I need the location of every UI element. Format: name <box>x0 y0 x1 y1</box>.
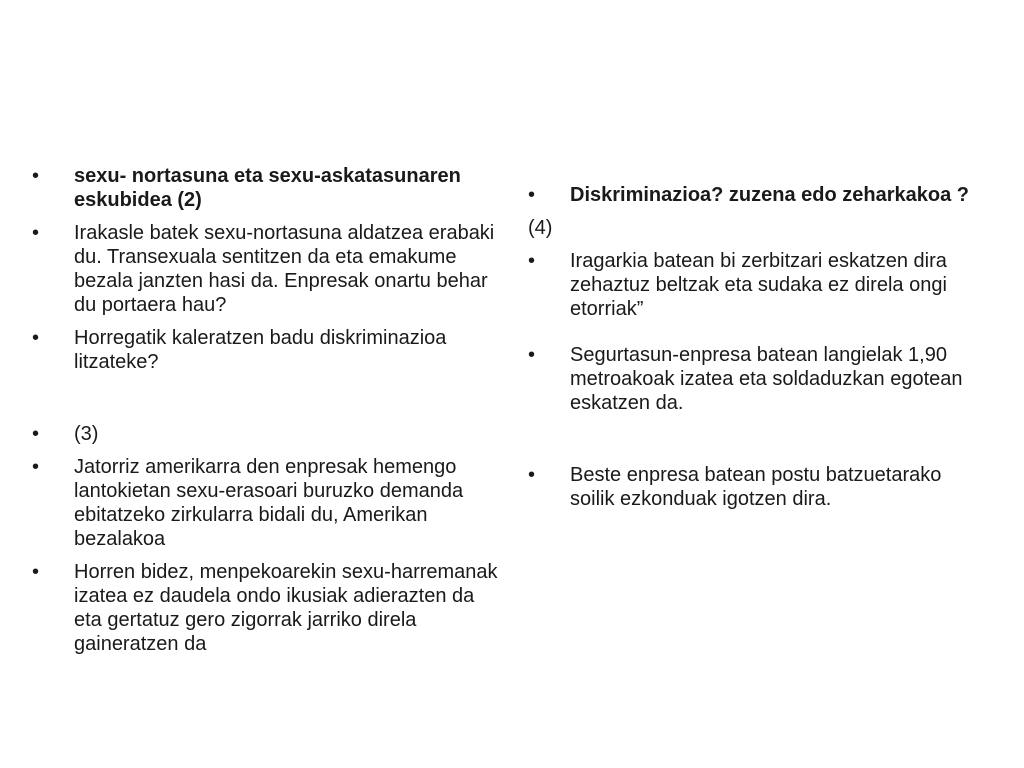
bullet-icon: • <box>528 250 536 272</box>
list-item <box>32 560 502 656</box>
list-item-text: Beste enpresa batean postu batzuetarako soilik ezkonduak igotzen dira. <box>570 464 942 510</box>
list-item-text: Irakasle batek sexu-nortasuna aldatzea erabaki du. Transexuala sentitzen da eta emakume bezala janzten hasi da. Enpresak onartu behar du portaera hau? <box>74 222 495 316</box>
list-item <box>528 343 988 415</box>
list-item-text: Horregatik kaleratzen badu diskriminazioa litzateke? <box>74 327 447 373</box>
bullet-icon: • <box>528 464 536 486</box>
bullet-icon: • <box>32 165 40 187</box>
bullet-icon: • <box>32 561 40 583</box>
right-column <box>528 183 988 520</box>
list-item <box>528 216 988 240</box>
list-item-text: Horren bidez, menpekoarekin sexu-harremanak izatea ez daudela ondo ikusiak adierazten da eta gertatuz gero zigorrak jarriko direla gaineratzen da <box>74 561 498 655</box>
bullet-icon: • <box>528 184 536 206</box>
bullet-icon: • <box>32 456 40 478</box>
list-item <box>32 326 502 374</box>
list-item-heading: sexu- nortasuna eta sexu-askatasunaren eskubidea (2) <box>74 165 461 211</box>
list-item-text: Segurtasun-enpresa batean langielak 1,90 metroakoak izatea eta soldaduzkan egotean eskatzen da. <box>570 344 963 414</box>
list-item-text: Iragarkia batean bi zerbitzari eskatzen dira zehaztuz beltzak eta sudaka ez direla ongi etorriak” <box>570 250 947 320</box>
list-item-heading: Diskriminazioa? zuzena edo zeharkakoa ? <box>570 184 970 206</box>
bullet-icon: • <box>32 222 40 244</box>
bullet-icon: • <box>528 344 536 366</box>
list-item-text: (3) <box>74 423 99 445</box>
list-item-text: (4) <box>528 217 553 239</box>
list-item <box>32 455 502 551</box>
left-bullet-list <box>32 164 502 656</box>
list-item-text: Jatorriz amerikarra den enpresak hemengo lantokietan sexu-erasoari buruzko demanda ebitatzeko zirkularra bidali du, Amerikan bezalakoa <box>74 456 464 550</box>
right-bullet-list <box>528 183 988 511</box>
bullet-icon: • <box>32 327 40 349</box>
list-item <box>528 183 988 207</box>
list-item <box>32 221 502 317</box>
list-item <box>32 164 502 212</box>
list-item <box>32 422 502 446</box>
bullet-icon: • <box>32 423 40 445</box>
list-item <box>528 463 988 511</box>
list-item <box>528 249 988 321</box>
left-column <box>32 164 502 665</box>
